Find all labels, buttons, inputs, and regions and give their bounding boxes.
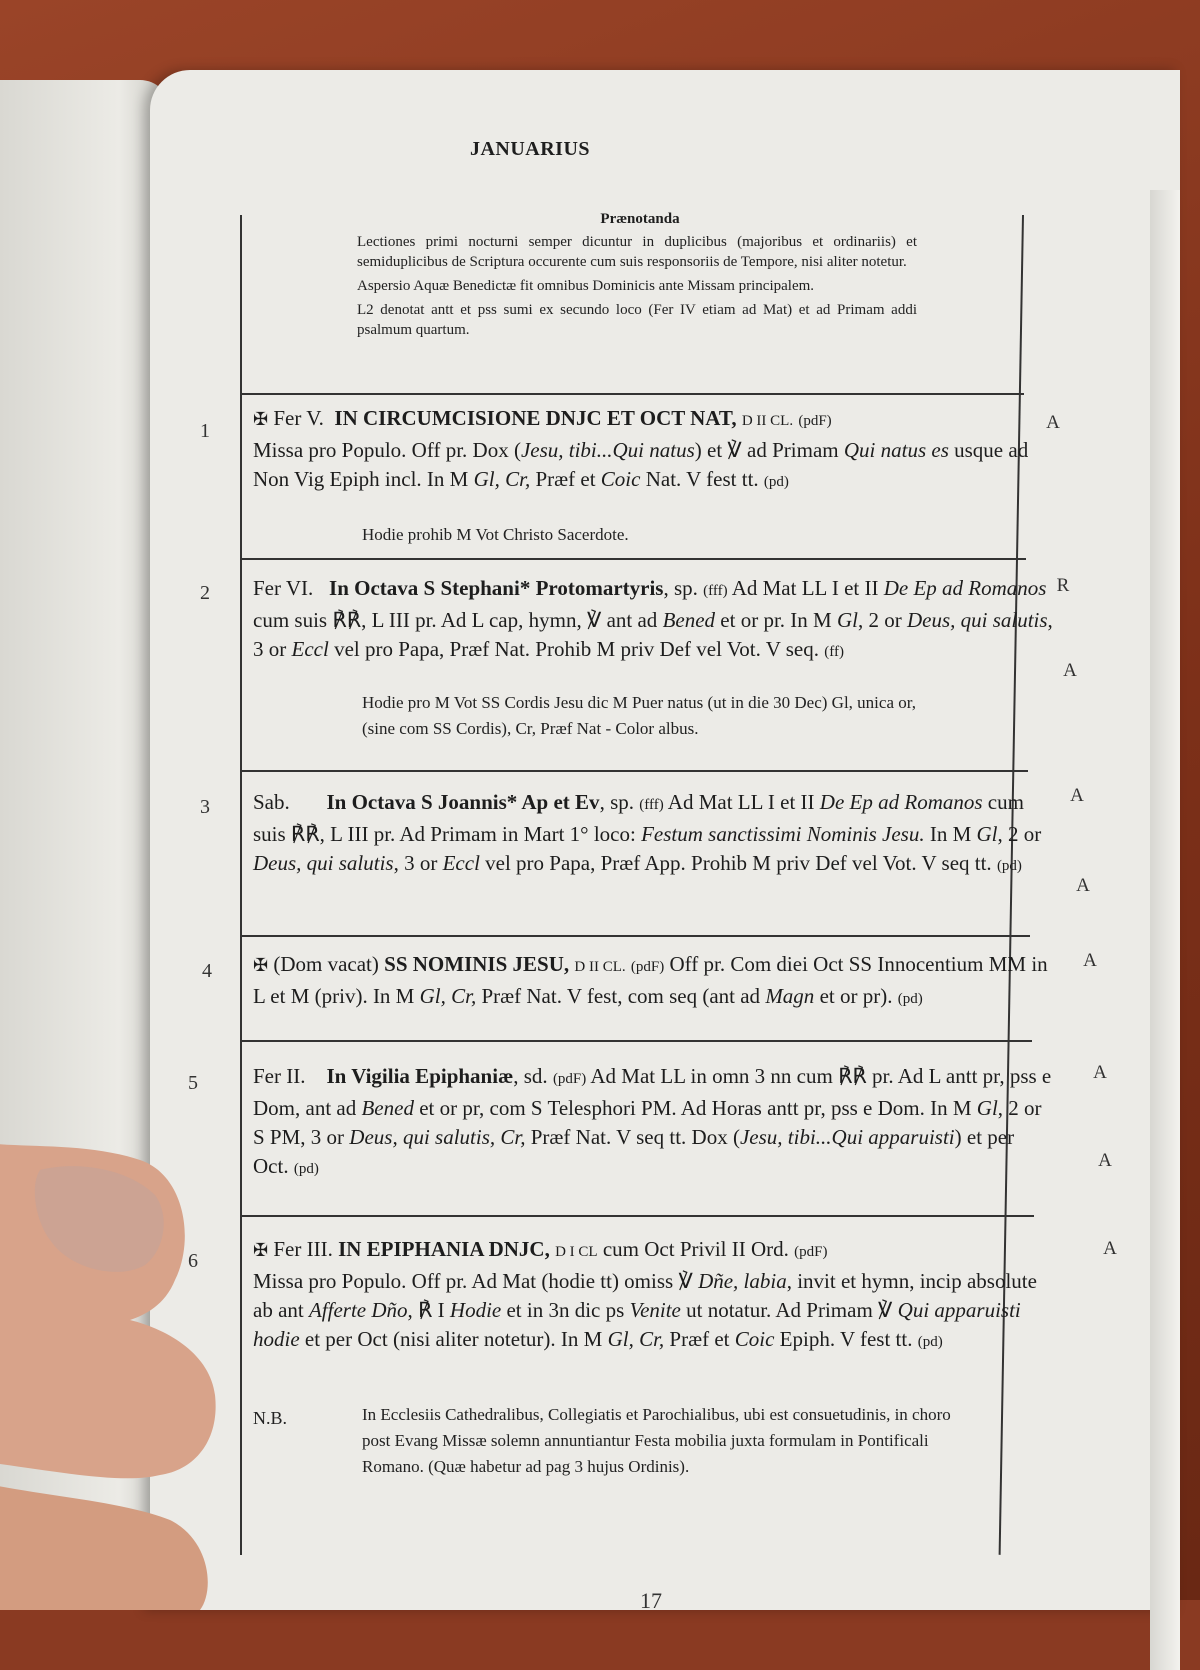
rubric-italic: Eccl	[442, 851, 480, 875]
color-code: A	[1076, 875, 1090, 896]
rubric-text: Ad Mat LL I et II	[727, 576, 884, 600]
rubric-text: Præf et	[664, 1327, 735, 1351]
color-code: R	[1056, 575, 1070, 596]
calendar-entry: Sab. In Octava S Joannis* Ap et Ev, sp. (fff) Ad Mat LL I et II De Ep ad Romanos cum suis ℟℟, L III pr. Ad Primam in Mart 1° loco: Festum sanctissimi Nominis Jesu. In M Gl, 2 or Deus, qui salutis, 3 or Eccl vel pro Papa, Præf App. Prohib M priv Def vel Vot. V seq tt. (pd)	[253, 790, 1042, 875]
feast-rank: sd.	[523, 1064, 548, 1088]
praenotanda-body	[357, 232, 917, 344]
day-number: 3	[200, 796, 210, 818]
left-rule	[240, 215, 242, 1555]
rubric-text: , 3 or	[393, 851, 443, 875]
feast-title: In Vigilia Epiphaniæ	[326, 1064, 514, 1088]
cross-icon: ✠	[253, 1240, 269, 1260]
day-number: 1	[200, 420, 210, 442]
rubric-text: Missa pro Populo. Off pr. Ad Mat (hodie tt) omiss ℣	[253, 1269, 699, 1293]
day-number: 2	[200, 582, 210, 604]
rubric-italic: Afferte Dño	[308, 1298, 408, 1322]
calendar-entry: Fer II. In Vigilia Epiphaniæ, sd. (pdF) Ad Mat LL in omn 3 nn cum ℟℟ pr. Ad L antt pr, pss e Dom, ant ad Bened et or pr, com S Telesphori PM. Ad Horas antt pr, pss e Dom. In M Gl, 2 or S PM, 3 or Deus, qui salutis, Cr, Præf Nat. V seq tt. Dox (Jesu, tibi...Qui apparuisti) et per Oct. (pd)	[253, 1064, 1052, 1178]
rubric-italic: Coic	[734, 1327, 775, 1351]
rubric-italic: Jesu, tibi...Qui natus	[520, 438, 695, 462]
rubric-italic: Magn	[765, 984, 815, 1008]
day-number: 4	[202, 960, 212, 982]
octave-note: cum Oct Privil II Ord.	[597, 1237, 789, 1261]
day-number: 5	[188, 1072, 198, 1094]
rubric-italic: Gl, Cr,	[419, 984, 477, 1008]
feast-title: SS NOMINIS JESU,	[384, 952, 570, 976]
day-number: 6	[188, 1250, 198, 1272]
color-code: A	[1098, 1150, 1112, 1171]
rubric-text: , ℟ I	[407, 1298, 450, 1322]
rubric-italic: Eccl	[291, 637, 329, 661]
row-divider	[240, 393, 1024, 395]
feast-title: IN CIRCUMCISIONE DNJC ET OCT NAT,	[334, 406, 737, 430]
rubric-text: et per Oct (nisi aliter notetur). In M	[299, 1327, 608, 1351]
office-tag: (pdF)	[798, 413, 832, 429]
praenotanda-heading: Prænotanda	[600, 211, 680, 227]
color-code: A	[1070, 785, 1084, 806]
rubric-text: ) et ℣ ad Primam	[694, 438, 839, 462]
rubric-text: Off pr. Com diei Oct SS Innocentium MM in L et M (priv). In M	[253, 952, 1048, 1008]
rubric-italic: De Ep ad Romanos	[883, 576, 1047, 600]
row-divider	[240, 770, 1028, 772]
rubric-text: ) et per Oct.	[253, 1125, 1015, 1178]
nb-label: N.B.	[253, 1408, 288, 1428]
row-divider	[240, 935, 1030, 937]
feast-title: IN EPIPHANIA DNJC,	[338, 1237, 550, 1261]
rubric-text: cum suis ℟℟, L III pr. Ad L cap, hymn, ℣ ant ad	[253, 608, 663, 632]
weekday: Sab.	[253, 790, 290, 814]
rubric-text: In M	[924, 822, 977, 846]
rubric-italic: Dñe, labia	[698, 1269, 787, 1293]
color-code: A	[1046, 412, 1060, 433]
rubric-italic: Gl	[976, 1096, 998, 1120]
office-tag: (fff)	[639, 797, 664, 813]
feast-rank: sp.	[673, 576, 698, 600]
office-tag: (fff)	[703, 583, 728, 599]
weekday: Fer II.	[253, 1064, 306, 1088]
color-code: A	[1083, 950, 1097, 971]
rubric-italic: De Ep ad Romanos	[819, 790, 983, 814]
rubric-text: vel pro Papa, Præf App. Prohib M priv Def vel Vot. V seq tt.	[479, 851, 992, 875]
page-title: JANUARIUS	[469, 138, 591, 160]
feast-title: In Octava S Stephani* Protomartyris	[329, 576, 664, 600]
color-code: A	[1103, 1238, 1117, 1259]
rubric-italic: Qui apparuisti hodie	[253, 1298, 1021, 1351]
rubric-text: et or pr, com S Telesphori PM. Ad Horas antt pr, pss e Dom. In M	[413, 1096, 977, 1120]
feast-title: In Octava S Joannis* Ap et Ev	[326, 790, 600, 814]
feast-rank: sp.	[610, 790, 634, 814]
calendar-entry: Fer VI. In Octava S Stephani* Protomartyris, sp. (fff) Ad Mat LL I et II De Ep ad Romanos cum suis ℟℟, L III pr. Ad L cap, hymn, ℣ ant ad Bened et or pr. In M Gl, 2 or Deus, qui salutis, 3 or Eccl vel pro Papa, Præf Nat. Prohib M priv Def vel Vot. V seq. (ff)	[253, 576, 1053, 661]
calendar-entry	[253, 950, 1053, 1014]
office-tag: (pd)	[897, 991, 923, 1007]
weekday: Fer V.	[273, 406, 324, 430]
entry-note: Hodie prohib M Vot Christo Sacerdote.	[362, 525, 629, 544]
praenotanda-paragraph: L2 denotat antt et pss sumi ex secundo loco (Fer IV etiam ad Mat) et ad Primam addi psalmum quartum.	[357, 302, 917, 338]
rubric-italic: Gl	[976, 822, 998, 846]
rubric-text: Præf et	[530, 467, 601, 491]
office-tag: (pd)	[996, 858, 1022, 874]
rubric-italic: Jesu, tibi...Qui apparuisti	[739, 1125, 955, 1149]
cross-icon: ✠	[253, 409, 269, 429]
feast-rank: D II CL.	[574, 959, 626, 975]
praenotanda-paragraph: Aspersio Aquæ Benedictæ fit omnibus Dominicis ante Missam principalem.	[357, 278, 815, 294]
office-tag: (pd)	[293, 1161, 319, 1177]
rubric-text: , invit et hymn, incip absolute ab ant	[253, 1269, 1037, 1322]
row-divider	[240, 558, 1026, 560]
rubric-italic: Festum sanctissimi Nominis Jesu.	[641, 822, 925, 846]
rubric-text: usque ad Non Vig Epiph incl. In M	[253, 438, 1029, 491]
thumb-image	[0, 1140, 220, 1610]
rubric-italic: Coic	[600, 467, 641, 491]
weekday: (Dom vacat)	[273, 952, 379, 976]
row-divider	[240, 1215, 1034, 1217]
entry-note: Hodie pro M Vot SS Cordis Jesu dic M Puer natus (ut in die 30 Dec) Gl, unica or, (sine com SS Cordis), Cr, Præf Nat - Color albus.	[362, 693, 916, 738]
rubric-italic: Deus, qui salutis, Cr,	[349, 1125, 526, 1149]
rubric-text: Missa pro Populo. Off pr. Dox (	[253, 438, 521, 462]
cross-icon: ✠	[253, 955, 269, 975]
rubric-italic: Gl	[836, 608, 858, 632]
page-edge	[1150, 190, 1180, 1670]
rubric-italic: Venite	[629, 1298, 681, 1322]
rubric-text: cum suis ℟℟, L III pr. Ad Primam in Mart 1° loco:	[253, 790, 1024, 846]
calendar-entry	[253, 1235, 1053, 1357]
rubric-text: vel pro Papa, Præf Nat. Prohib M priv Def vel Vot. V seq.	[328, 637, 819, 661]
rubric-text: et or pr. In M	[715, 608, 837, 632]
rubric-text: Præf Nat. V seq tt. Dox (	[525, 1125, 740, 1149]
rubric-text: , 2 or	[857, 608, 907, 632]
rubric-italic: Qui natus es	[843, 438, 949, 462]
office-tag: (pdF)	[794, 1244, 828, 1260]
office-tag: (pdF)	[552, 1071, 587, 1087]
calendar-entry	[253, 404, 1053, 497]
rubric-italic: Deus, qui salutis	[253, 851, 394, 875]
rubric-text: et or pr).	[814, 984, 893, 1008]
color-code: A	[1093, 1062, 1107, 1083]
rubric-italic: Gl, Cr,	[473, 467, 531, 491]
rubric-text: , 3 or	[253, 608, 1053, 661]
feast-rank: D II CL.	[741, 413, 794, 429]
page-number	[640, 1588, 700, 1600]
row-divider	[240, 1040, 1032, 1042]
rubric-text: ut notatur. Ad Primam ℣	[680, 1298, 898, 1322]
rubric-text: , 2 or S PM, 3 or	[253, 1096, 1042, 1149]
rubric-text: Ad Mat LL I et II	[663, 790, 820, 814]
rubric-text: Epiph. V fest tt.	[774, 1327, 913, 1351]
office-tag: (ff)	[824, 644, 844, 660]
entry-note: In Ecclesiis Cathedralibus, Collegiatis et Parochialibus, ubi est consuetudinis, in choro post Evang Missæ solemn annuntiantur Festa mobilia juxta formulam in Pontificali Romano. (Quæ habetur ad pag 3 hujus Ordinis).	[362, 1405, 951, 1476]
color-code: A	[1063, 660, 1077, 681]
weekday: Fer III.	[273, 1237, 333, 1261]
rubric-italic: Bened	[662, 608, 716, 632]
rubric-italic: Gl, Cr,	[607, 1327, 665, 1351]
rubric-italic: Hodie	[449, 1298, 502, 1322]
rubric-text: Ad Mat LL in omn 3 nn cum ℟℟ pr. Ad L antt pr, pss e Dom, ant ad	[253, 1064, 1052, 1120]
office-tag: (pd)	[917, 1334, 943, 1350]
office-tag: (pd)	[763, 474, 789, 490]
office-tag: (pdF)	[630, 959, 665, 975]
rubric-text: et in 3n dic ps	[501, 1298, 630, 1322]
rubric-text: , 2 or	[997, 822, 1042, 846]
feast-rank: D I CL	[555, 1244, 598, 1260]
praenotanda-paragraph: Lectiones primi nocturni semper dicuntur in duplicibus (majoribus et ordinariis) et semiduplicibus de Scriptura occurente cum suis responsoriis de Tempore, nisi aliter notetur.	[357, 234, 917, 270]
rubric-text: Nat. V fest tt.	[640, 467, 759, 491]
weekday: Fer VI.	[253, 576, 314, 600]
rubric-italic: Bened	[361, 1096, 414, 1120]
rubric-italic: Deus, qui salutis	[906, 608, 1048, 632]
rubric-text: Præf Nat. V fest, com seq (ant ad	[476, 984, 766, 1008]
